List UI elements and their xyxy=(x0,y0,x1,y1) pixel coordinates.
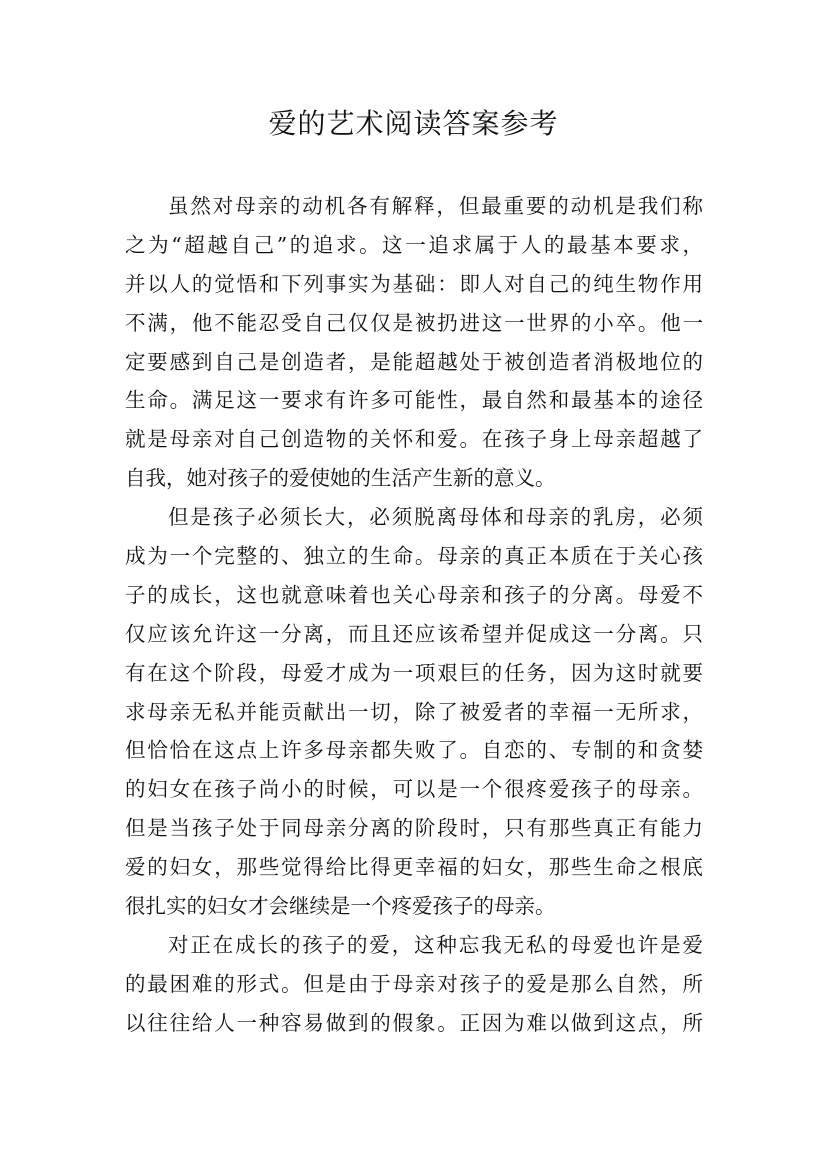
text-line: 仅应该允许这一分离，而且还应该希望并促成这一分离。只 xyxy=(125,621,703,646)
text-line: 并以人的觉悟和下列事实为基础：即人对自己的纯生物作用 xyxy=(125,271,703,296)
text-line: 自我，她对孩子的爱使她的生活产生新的意义。 xyxy=(125,466,556,491)
text-line: 以往往给人一种容易做到的假象。正因为难以做到这点，所 xyxy=(125,1010,703,1035)
text-line: 爱的妇女，那些觉得给比得更幸福的妇女，那些生命之根底 xyxy=(125,855,703,880)
text-line: 生命。满足这一要求有许多可能性，最自然和最基本的途径 xyxy=(125,388,703,413)
text-line: 很扎实的妇女才会继续是一个疼爱孩子的母亲。 xyxy=(125,894,556,919)
text-line: 但是当孩子处于同母亲分离的阶段时，只有那些真正有能力 xyxy=(125,816,703,841)
page-title: 爱的艺术阅读答案参考 xyxy=(268,107,559,140)
text-line: 虽然对母亲的动机各有解释，但最重要的动机是我们称 xyxy=(168,194,703,218)
paragraph-1 xyxy=(125,187,703,498)
text-line: 对正在成长的孩子的爱，这种忘我无私的母爱也许是爱 xyxy=(168,932,703,957)
text-line: 成为一个完整的、独立的生命。母亲的真正本质在于关心孩 xyxy=(125,544,703,569)
text-line: 但恰恰在这点上许多母亲都失败了。自恋的、专制的和贪婪 xyxy=(125,738,703,763)
text-line: 之为“超越自己”的追求。这一追求属于人的最基本要求， xyxy=(125,232,703,257)
text-line: 有在这个阶段，母爱才成为一项艰巨的任务，因为这时就要 xyxy=(125,660,703,685)
text-line: 就是母亲对自己创造物的关怀和爱。在孩子身上母亲超越了 xyxy=(125,427,703,452)
paragraph-2 xyxy=(125,498,703,926)
text-line: 定要感到自己是创造者，是能超越处于被创造者消极地位的 xyxy=(125,349,703,374)
text-line: 子的成长，这也就意味着也关心母亲和孩子的分离。母爱不 xyxy=(125,582,703,607)
paragraph-3 xyxy=(125,926,703,1043)
text-line: 但是孩子必须长大，必须脱离母体和母亲的乳房，必须 xyxy=(168,505,703,530)
body-text xyxy=(125,187,703,1043)
text-line: 的最困难的形式。但是由于母亲对孩子的爱是那么自然，所 xyxy=(125,971,703,996)
text-line: 求母亲无私并能贡献出一切，除了被爱者的幸福一无所求， xyxy=(125,699,703,724)
text-line: 的妇女在孩子尚小的时候，可以是一个很疼爱孩子的母亲。 xyxy=(125,777,703,802)
text-line: 不满，他不能忍受自己仅仅是被扔进这一世界的小卒。他一 xyxy=(125,310,703,335)
